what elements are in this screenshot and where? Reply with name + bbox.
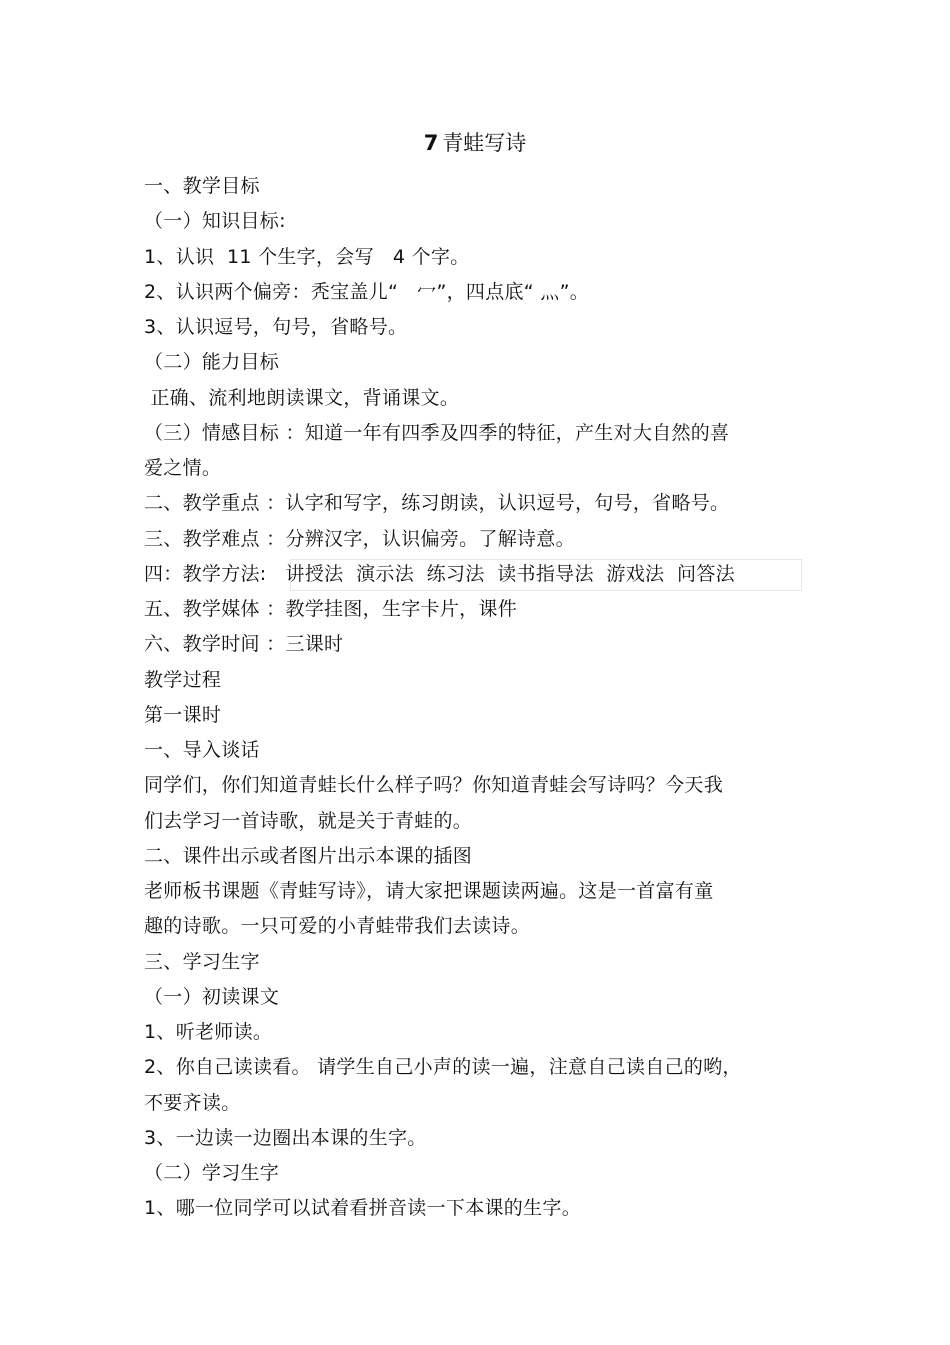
heading-process: 教学过程	[144, 669, 222, 691]
text-line: 同学们，你们知道青蛙长什么样子吗？你知道青蛙会写诗吗？今天我	[144, 774, 724, 796]
text-line: 2、认识两个偏旁：秃宝盖儿“ 冖”，四点底“ 灬”。	[144, 281, 590, 303]
section-heading-media: 五、教学媒体 ：教学挂图，生字卡片，课件	[144, 598, 518, 620]
text-line: 3、一边读一边圈出本课的生字。	[144, 1127, 427, 1149]
text-line: 1、哪一位同学可以试着看拼音读一下本课的生字。	[144, 1197, 581, 1219]
text-line: 趣的诗歌。一只可爱的小青蛙带我们去读诗。	[144, 915, 531, 937]
text-line: 3、认识逗号，句号，省略号。	[144, 316, 408, 338]
section-heading-time: 六、教学时间 ：三课时	[144, 633, 344, 655]
section-heading-methods: 四：教学方法: 讲授法 演示法 练习法 读书指导法 游戏法 问答法	[144, 563, 735, 585]
subheading-learn-characters: （二）学习生字	[144, 1162, 280, 1184]
section-heading-key-points: 二、教学重点 ：认字和写字，练习朗读，认识逗号，句号，省略号。	[144, 492, 730, 514]
step-heading-intro: 一、导入谈话	[144, 739, 260, 761]
text-line: 正确、流利地朗读课文，背诵课文。	[144, 387, 460, 409]
text-line: 2、你自己读读看。 请学生自己小声的读一遍，注意自己读自己的哟，	[144, 1056, 742, 1078]
subheading-first-reading: （一）初读课文	[144, 986, 280, 1008]
text-line: 们去学习一首诗歌，就是关于青蛙的。	[144, 810, 473, 832]
heading-first-lesson: 第一课时	[144, 704, 222, 726]
subheading-emotion: （三）情感目标 ：知道一年有四季及四季的特征，产生对大自然的喜	[144, 422, 730, 444]
text-line: 老师板书课题《青蛙写诗》，请大家把课题读两遍。这是一首富有童	[144, 880, 714, 902]
text-line: 1、听老师读。	[144, 1021, 273, 1043]
lesson-title-text: 青蛙写诗	[442, 131, 527, 155]
text-line: 爱之情。	[144, 457, 222, 479]
lesson-title	[0, 128, 950, 158]
text-line: 不要齐读。	[144, 1092, 241, 1114]
section-heading-objectives: 一、教学目标	[144, 175, 260, 197]
step-heading-characters: 三、学习生字	[144, 951, 260, 973]
step-heading-illustration: 二、课件出示或者图片出示本课的插图	[144, 845, 473, 867]
subheading-ability: （二）能力目标	[144, 351, 280, 373]
subheading-knowledge: （一）知识目标:	[144, 210, 286, 232]
lesson-number: 7	[423, 131, 439, 155]
text-line: 1、认识 11 个生字，会写 4 个字。	[144, 246, 470, 268]
section-heading-difficulties: 三、教学难点 ：分辨汉字，认识偏旁。了解诗意。	[144, 528, 575, 550]
